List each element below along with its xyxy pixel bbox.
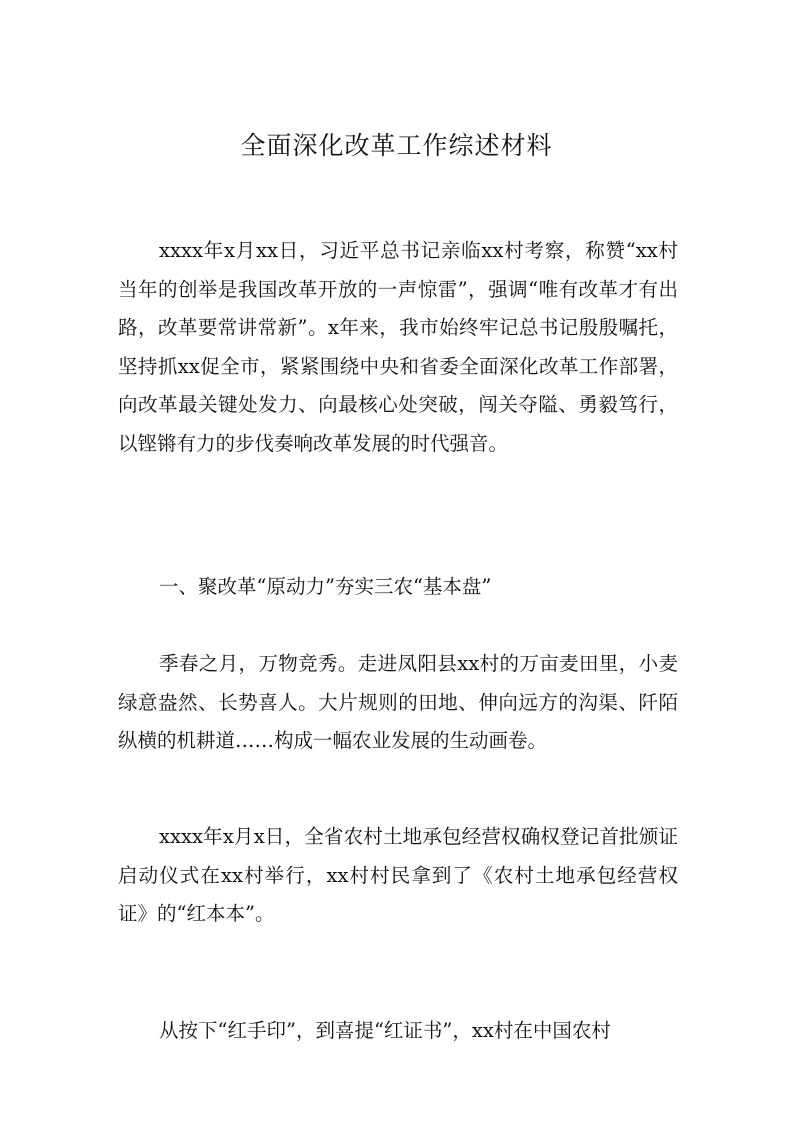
intro-paragraph: xxxx年x月xx日，习近平总书记亲临xx村考察，称赞“xx村当年的创举是我国改革开放的一声惊雷”，强调“唯有改革才有出路，改革要常讲常新”。x年来，我市始终牢记总书记殷殷嘱托，坚持抓xx促全市，紧紧围绕中央和省委全面深化改革工作部署，向改革最关键处发力、向最核心处突破，闯关夺隘、勇毅笃行，以铿锵有力的步伐奏响改革发展的时代强音。 bbox=[118, 239, 678, 455]
section-paragraph: 季春之月，万物竞秀。走进凤阳县xx村的万亩麦田里，小麦绿意盎然、长势喜人。大片规则的田地、伸向远方的沟渠、阡陌纵横的机耕道……构成一幅农业发展的生动画卷。 bbox=[118, 652, 678, 752]
section-paragraph: xxxx年x月x日，全省农村土地承包经营权确权登记首批颁证启动仪式在xx村举行，xx村村民拿到了《农村土地承包经营权证》的“红本本”。 bbox=[118, 825, 678, 925]
section-heading: 一、聚改革“原动力”夯实三农“基本盘” bbox=[159, 575, 492, 598]
section-paragraph: 从按下“红手印”，到喜提“红证书”，xx村在中国农村 bbox=[159, 1019, 611, 1042]
document-title: 全面深化改革工作综述材料 bbox=[240, 131, 553, 160]
